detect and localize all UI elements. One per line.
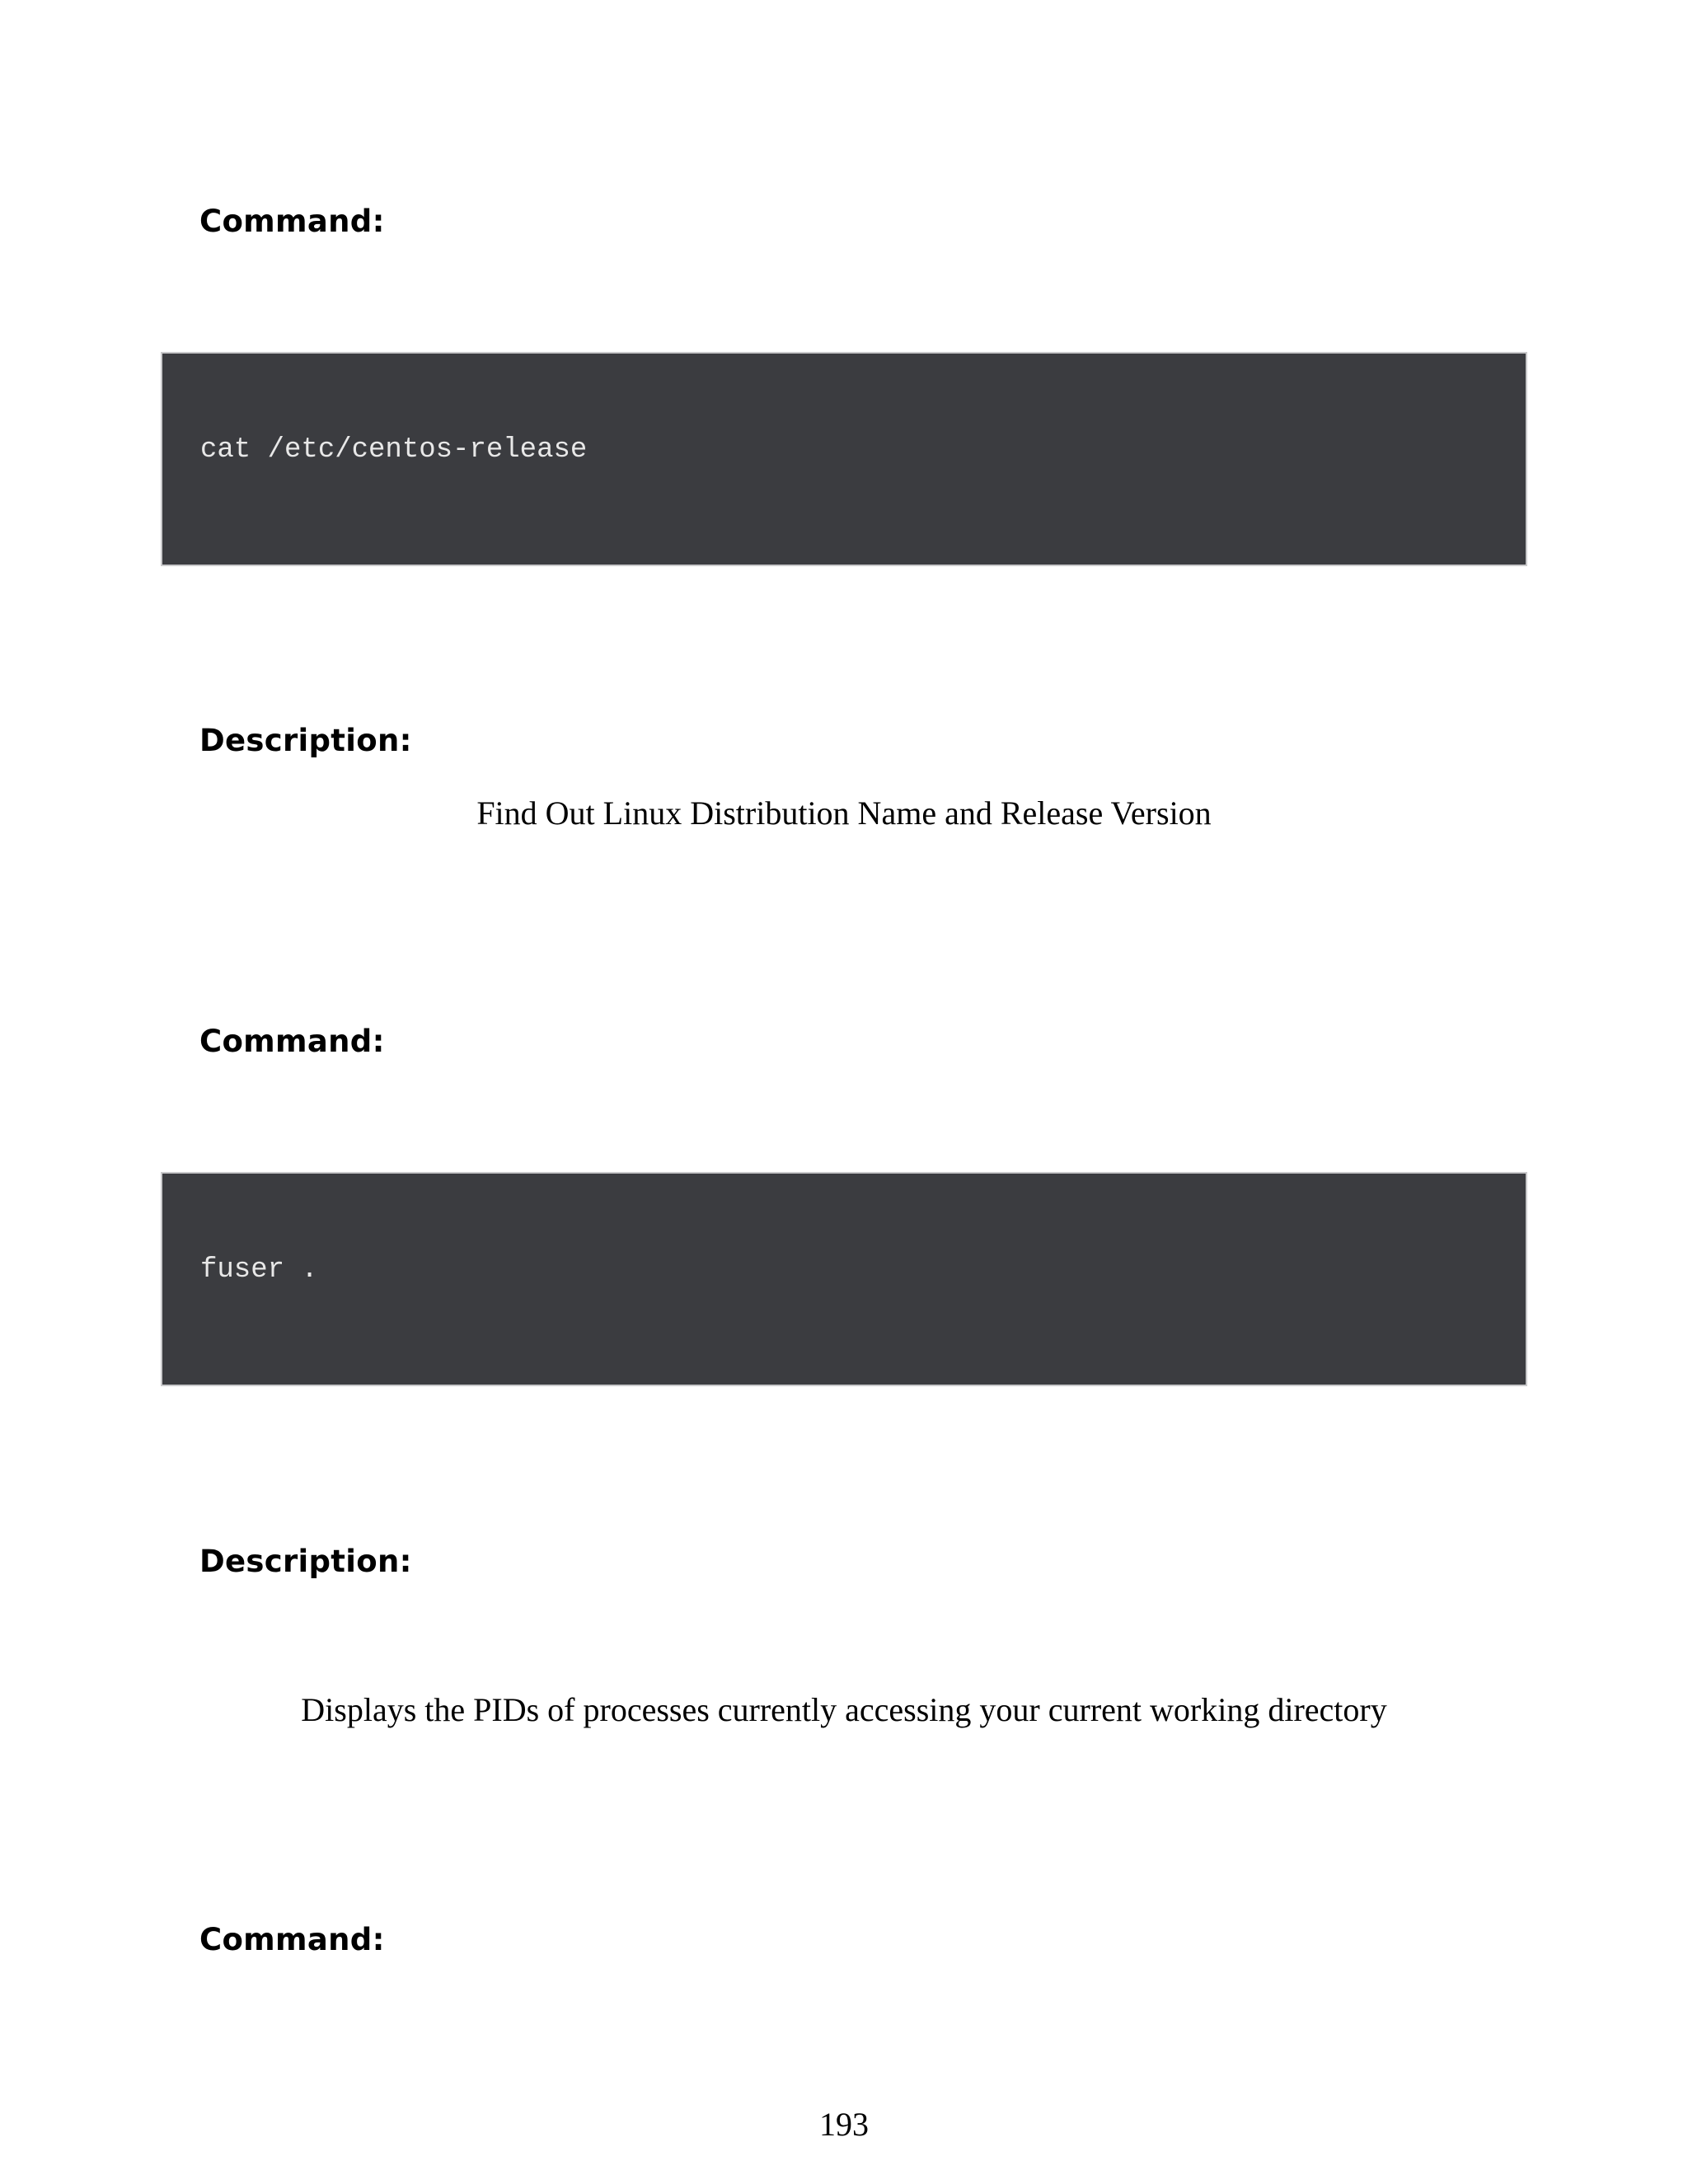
description-text: Displays the PIDs of processes currently accessing your current working directory xyxy=(301,1691,1387,1728)
description-text: Find Out Linux Distribution Name and Release Version xyxy=(476,794,1212,832)
code-block xyxy=(161,1172,1527,1386)
command-heading: Command: xyxy=(199,1024,385,1059)
description-heading: Description: xyxy=(199,1544,412,1579)
command-heading: Command: xyxy=(199,204,385,239)
code-block xyxy=(161,352,1527,566)
description-heading: Description: xyxy=(199,723,412,758)
code-text: fuser . xyxy=(200,1254,318,1286)
code-text: cat /etc/centos-release xyxy=(200,434,588,466)
page-number: 193 xyxy=(819,2106,869,2143)
command-heading: Command: xyxy=(199,1922,385,1957)
